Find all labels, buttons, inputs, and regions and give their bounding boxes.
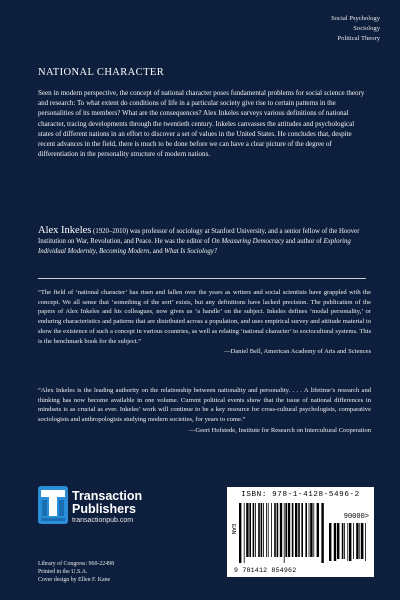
category-social-psychology: Social Psychology [331,15,380,22]
price-barcode [329,523,367,563]
book-title: NATIONAL CHARACTER [38,67,165,78]
category-political-theory: Political Theory [337,35,380,42]
quote-text: “Alex Inkeles is the leading authority on the relationship between nationality and personality. . . . A lifetime’s research and thinking has now become available in one volume. Current political events show that the issue of national differences in mindsets is as crucial as ever. Inkeles’ work will continue to be a key resource for cross-cultural psychologists, comparative sociologists and anthropologists studying modern societies, for years to come.” [38,387,371,424]
colophon [38,560,114,585]
book-description: Seen in modern perspective, the concept of national character poses fundamental problems for social science theory and research: To what extent do conditions of life in a particular society give rise to certain patterns in the personalities of its members? What are the consequences? Alex Inkeles surveys various definitions of national character, tracing developments through the twentieth century. Inkeles canvasses the attitudes and psychological states of different nations in an effort to discover a set of values in the United States. He concludes that, despite recent advances in the field, there is much to be done before we can have a clear picture of the degree of differentiation in the personality structure of modern nations. [38,89,365,159]
library-of-congress-number: Library of Congress: 960-22498 [38,561,115,567]
quote-text: “The field of ‘national character’ has risen and fallen over the years as writers and social scientists have grappled with the concept. We all sense that ‘something of the sort’ exists, but any definitions have lacked precision. The publication of the papers of Alex Inkeles and his colleagues, now gives us ‘a handle’ on the subject. Inkeles defines ‘modal personality,’ or enduring characteristics and patterns that are distributed across a population, and uses empirical survey and attitude material to show the existence of such a concept in various countries, as well as relating ‘national character’ to sociocultural systems. This is the benchmark book for the subject.” [38,289,371,345]
publisher-url[interactable]: transactionpub.com [72,517,134,524]
endorsement-quote [38,386,371,436]
quote-attribution: —Daniel Bell, American Academy of Arts and Sciences [224,348,371,356]
publisher-logo [38,484,188,534]
author-book-3: What Is Sociology? [164,248,218,255]
main-barcode [239,503,325,563]
isbn-barcode-box [227,487,374,577]
author-bio [38,226,370,257]
barcode-digits: 9 781412 854962 [234,567,297,574]
endorsement-quote [38,288,371,357]
author-name: Alex Inkeles [38,225,92,236]
subject-categories [331,14,380,44]
quote-attribution: —Geert Hofstede, Institute for Research on Intercultural Cooperation [188,426,371,434]
category-sociology: Sociology [353,25,380,32]
divider-rule [38,278,366,279]
ean-label: EAN [230,524,236,535]
publisher-name [72,490,142,516]
cover-design-credit: Cover design by Ellen F. Kane [38,577,111,584]
author-bio-text-2: and author of [283,238,324,245]
publisher-name-line-1: Transaction [72,489,143,503]
price-code: 90000> [343,513,369,521]
author-bio-text-3: and [151,248,165,255]
publisher-name-line-2: Publishers [72,502,136,516]
transaction-t-logo-icon [38,486,68,524]
isbn-text: ISBN: 978-1-4128-5496-2 [241,491,360,499]
printed-in: Printed in the U.S.A. [38,569,88,576]
author-book-2: Exploring Individual Modernity, Becoming Modern, [38,238,351,255]
author-book-1: On Measuring Democracy [211,238,284,245]
author-bio-text-1: (1920–2010) was professor of sociology at Stanford University, and a senior fellow of the Hoover Institution on War, Revolution, and Peace. He was the editor of [38,228,360,245]
